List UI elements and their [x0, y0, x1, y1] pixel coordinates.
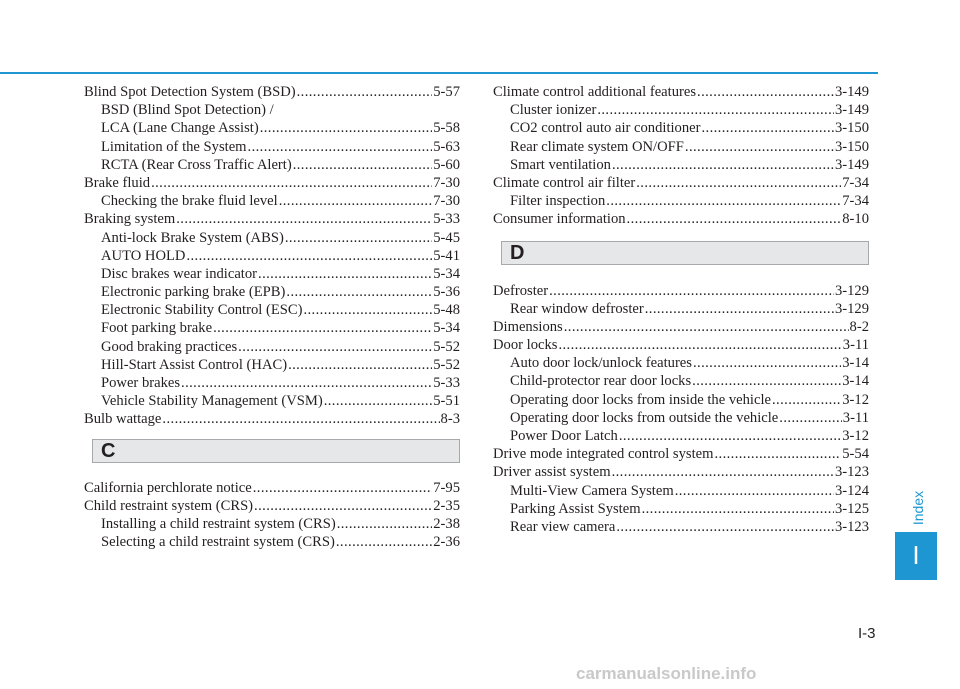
index-subentry: LCA (Lane Change Assist) ..... 5-58: [84, 119, 460, 137]
index-subentry: Rear view camera ..... 3-123: [493, 518, 869, 536]
index-column-right: [493, 83, 869, 536]
letter-section-header-c: [92, 439, 460, 463]
index-entry: Climate control additional features ..... 3-149: [493, 83, 869, 101]
section-letter: C: [101, 439, 116, 462]
letter-section-header-d: [501, 241, 869, 265]
index-subentry: Good braking practices ..... 5-52: [84, 338, 460, 356]
index-column-left: [84, 83, 460, 551]
index-subentry: Electronic Stability Control (ESC) ..... 5-48: [84, 301, 460, 319]
index-entry: Drive mode integrated control system ..... 5-54: [493, 445, 869, 463]
index-subentry: Rear window defroster ..... 3-129: [493, 300, 869, 318]
section-tab-label: Index: [910, 490, 926, 526]
index-entry: Brake fluid ..... 7-30: [84, 174, 460, 192]
index-entry: Climate control air filter ..... 7-34: [493, 174, 869, 192]
index-entry: Driver assist system ..... 3-123: [493, 463, 869, 481]
page-number: I-3: [858, 625, 876, 642]
watermark: carmanualsonline.info: [576, 664, 757, 683]
index-subentry: Filter inspection ..... 7-34: [493, 192, 869, 210]
index-entry: California perchlorate notice ..... 7-95: [84, 479, 460, 497]
index-entry: Dimensions ..... 8-2: [493, 318, 869, 336]
index-entry: Door locks ..... 3-11: [493, 336, 869, 354]
index-subentry: Electronic parking brake (EPB) ..... 5-36: [84, 283, 460, 301]
index-subentry: Limitation of the System ..... 5-63: [84, 138, 460, 156]
index-subentry: BSD (Blind Spot Detection) /: [101, 102, 274, 119]
section-letter: D: [510, 241, 525, 264]
index-subentry: Smart ventilation ..... 3-149: [493, 156, 869, 174]
index-subentry: Hill-Start Assist Control (HAC) ..... 5-52: [84, 356, 460, 374]
index-subentry: Selecting a child restraint system (CRS) ..... 2-36: [84, 533, 460, 551]
index-subentry: Vehicle Stability Management (VSM) ..... 5-51: [84, 392, 460, 410]
index-subentry: Anti-lock Brake System (ABS) ..... 5-45: [84, 229, 460, 247]
index-subentry: Parking Assist System ..... 3-125: [493, 500, 869, 518]
index-subentry: Operating door locks from inside the vehicle ..... 3-12: [493, 391, 869, 409]
index-subentry: Power brakes ..... 5-33: [84, 374, 460, 392]
section-tab: [895, 532, 937, 580]
index-subentry: Operating door locks from outside the vehicle ..... 3-11: [493, 409, 869, 427]
section-tab-letter: I: [912, 540, 920, 570]
index-subentry: Rear climate system ON/OFF ..... 3-150: [493, 138, 869, 156]
index-subentry: CO2 control auto air conditioner ..... 3-150: [493, 119, 869, 137]
index-subentry: Auto door lock/unlock features ..... 3-14: [493, 354, 869, 372]
index-entry: Consumer information ..... 8-10: [493, 210, 869, 228]
index-subentry: RCTA (Rear Cross Traffic Alert) ..... 5-60: [84, 156, 460, 174]
index-entry: Defroster ..... 3-129: [493, 282, 869, 300]
index-entry: Braking system ..... 5-33: [84, 210, 460, 228]
index-entry: Child restraint system (CRS) ..... 2-35: [84, 497, 460, 515]
index-subentry: Installing a child restraint system (CRS) ..... 2-38: [84, 515, 460, 533]
index-subentry: Disc brakes wear indicator ..... 5-34: [84, 265, 460, 283]
index-subentry: Power Door Latch ..... 3-12: [493, 427, 869, 445]
index-subentry: Foot parking brake ..... 5-34: [84, 319, 460, 337]
index-subentry: Multi-View Camera System ..... 3-124: [493, 482, 869, 500]
index-subentry: Checking the brake fluid level ..... 7-30: [84, 192, 460, 210]
header-rule: [0, 72, 878, 74]
index-subentry: Cluster ionizer ..... 3-149: [493, 101, 869, 119]
index-subentry: AUTO HOLD ..... 5-41: [84, 247, 460, 265]
index-entry: Bulb wattage ..... 8-3: [84, 410, 460, 428]
index-entry: Blind Spot Detection System (BSD) ..... 5-57: [84, 83, 460, 101]
index-subentry: Child-protector rear door locks ..... 3-14: [493, 372, 869, 390]
